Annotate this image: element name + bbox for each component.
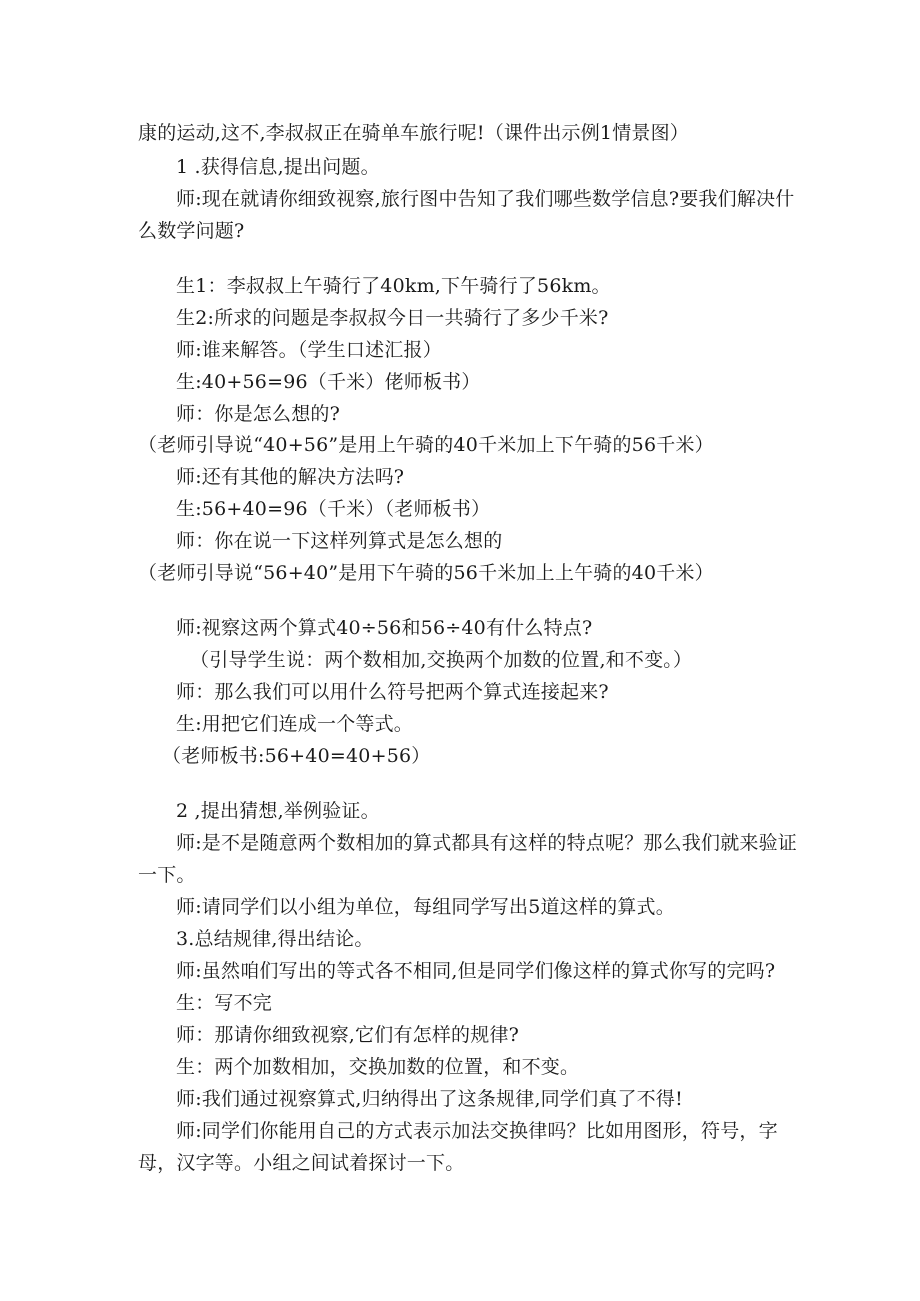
- text-line: 生：写不完: [176, 992, 273, 1014]
- text-line: 师:同学们你能用自己的方式表示加法交换律吗？比如用图形，符号，字: [176, 1120, 778, 1142]
- text-line: （老师引导说“56+40”是用下午骑的56千米加上上午骑的40千米）: [138, 562, 714, 584]
- text-line: 师:虽然咱们写出的等式各不相同,但是同学们像这样的算式你写的完吗?: [176, 960, 776, 982]
- text-line: 师：那请你细致视察,它们有怎样的规律?: [176, 1024, 520, 1046]
- text-line: 师:现在就请你细致视察,旅行图中告知了我们哪些数学信息?要我们解决什: [176, 188, 795, 210]
- text-line: 师:视察这两个算式40÷56和56÷40有什么特点?: [176, 617, 593, 639]
- text-line: 师：那么我们可以用什么符号把两个算式连接起来?: [176, 681, 609, 703]
- text-line: 生:用把它们连成一个等式。: [176, 713, 414, 735]
- text-line: （引导学生说：两个数相加,交换两个加数的位置,和不变。）: [190, 649, 693, 671]
- section-heading: 3.总结规律,得出结论。: [176, 928, 374, 950]
- text-line: （老师板书:56+40=40+56）: [162, 745, 431, 767]
- text-line: 师：你在说一下这样列算式是怎么想的: [176, 530, 503, 552]
- text-line: 师：你是怎么想的?: [176, 403, 340, 425]
- text-line: 师:请同学们以小组为单位，每组同学写出5道这样的算式。: [176, 896, 675, 918]
- text-line: 生：两个加数相加，交换加数的位置，和不变。: [176, 1056, 580, 1078]
- text-line: 母，汉字等。小组之间试着探讨一下。: [138, 1152, 465, 1174]
- text-line: 生:56+40=96（千米）（老师板书）: [176, 498, 491, 520]
- text-line: （老师引导说“40+56”是用上午骑的40千米加上下午骑的56千米）: [138, 434, 714, 456]
- text-line: 生2:所求的问题是李叔叔今日一共骑行了多少千米?: [176, 307, 609, 329]
- text-line: 师:还有其他的解决方法吗?: [176, 466, 405, 488]
- text-line: 师:是不是随意两个数相加的算式都具有这样的特点呢？那么我们就来验证: [176, 832, 798, 854]
- text-line: 一下。: [138, 864, 196, 886]
- section-heading: 2 ,提出猜想,举例验证。: [176, 800, 380, 822]
- text-line: 师:我们通过视察算式,归纳得出了这条规律,同学们真了不得!: [176, 1088, 683, 1110]
- text-line: 师:谁来解答。（学生口述汇报）: [176, 339, 442, 361]
- section-heading: 1 .获得信息,提出问题。: [176, 156, 380, 178]
- text-line: 生1：李叔叔上午骑行了40km,下午骑行了56km。: [176, 275, 611, 297]
- text-line: 么数学问题?: [138, 220, 245, 242]
- text-line: 康的运动,这不,李叔叔正在骑单车旅行呢!（课件出示例1情景图）: [138, 122, 690, 144]
- text-line: 生:40+56=96（千米）佬师板书）: [176, 371, 481, 393]
